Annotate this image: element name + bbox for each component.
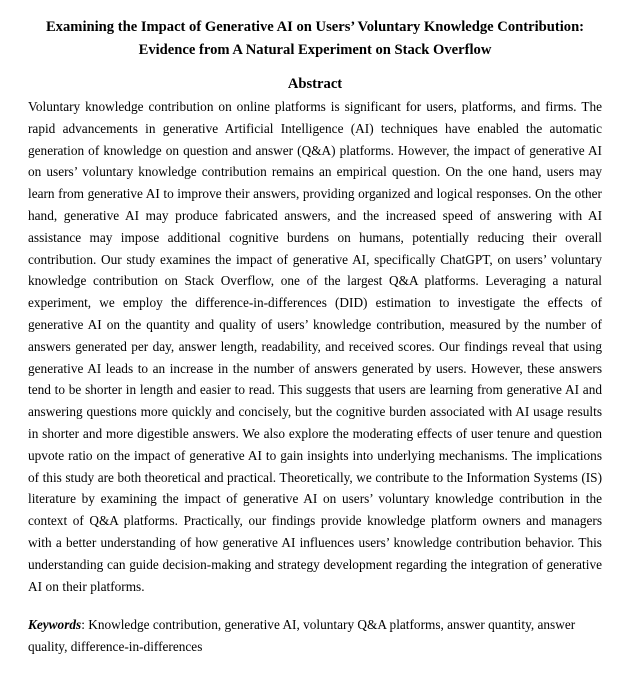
keywords-label: Keywords (28, 617, 82, 633)
abstract-heading: Abstract (287, 76, 343, 92)
keywords-paragraph (28, 614, 602, 658)
keywords-text: : Knowledge contribution, generative AI, voluntary Q&A platforms, answer quantity, answer quality, difference-in-differences (28, 617, 576, 655)
paper-title-line-2: Evidence from A Natural Experiment on Stack Overflow (138, 42, 492, 58)
paper-title (28, 16, 602, 62)
paper-title-line-1: Examining the Impact of Generative AI on Users’ Voluntary Knowledge Contribution: (45, 19, 585, 35)
abstract-body: Voluntary knowledge contribution on online platforms is significant for users, platforms, and firms. The rapid advancements in generative Artificial Intelligence (AI) techniques have enabled the automatic generation of knowledge on question and answer (Q&A) platforms. However, the impact of generative AI on users’ voluntary knowledge contribution remains an empirical question. On the one hand, users may learn from generative AI to improve their answers, providing organized and logical responses. On the other hand, generative AI may produce fabricated answers, and the increased speed of answering with AI assistance may impose additional cognitive burdens on humans, potentially reducing their overall contribution. Our study examines the impact of generative AI, specifically ChatGPT, on users’ voluntary knowledge contribution on Stack Overflow, one of the largest Q&A platforms. Leveraging a natural experiment, we employ the difference-in-differences (DID) estimation to investigate the effects of generative AI on the quantity and quality of users’ knowledge contribution, measured by the number of answers generated per day, answer length, readability, and received scores. Our findings reveal that using generative AI leads to an increase in the number of answers generated by users. However, these answers tend to be shorter in length and easier to read. This suggests that users are learning from generative AI and answering questions more quickly and concisely, but the cognitive burden associated with AI usage results in shorter and more digestible answers. We also explore the moderating effects of user tenure and question upvote ratio on the impact of generative AI to gain insights into underlying mechanisms. The implications of this study are both theoretical and practical. Theoretically, we contribute to the Information Systems (IS) literature by examining the impact of generative AI on users’ voluntary knowledge contribution in the context of Q&A platforms. Practically, our findings provide knowledge platform owners and managers with a better understanding of how generative AI influences users’ knowledge contribution behavior. This understanding can guide decision-making and strategy development regarding the integration of generative AI on their platforms. (28, 99, 602, 594)
